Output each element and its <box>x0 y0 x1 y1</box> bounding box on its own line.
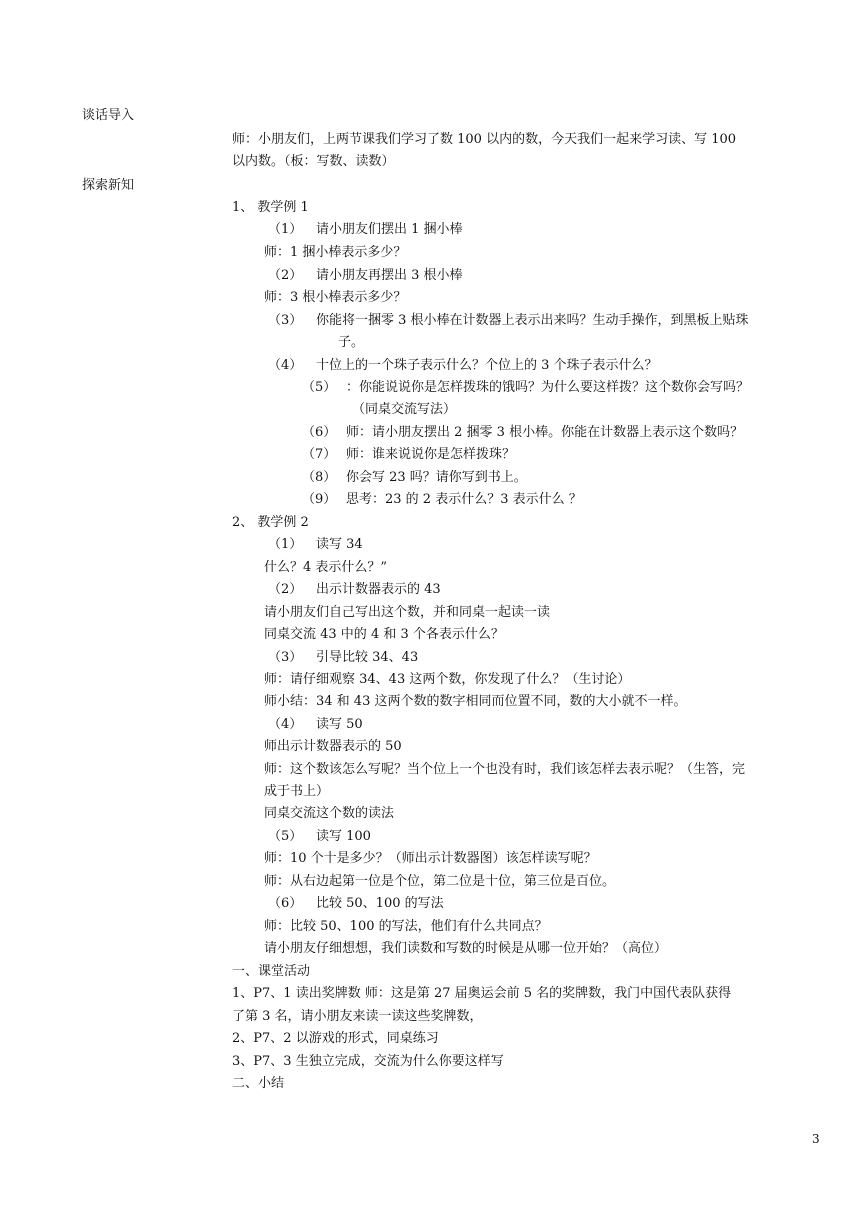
item-text: 读写 50 <box>316 717 363 732</box>
item-number: （5） <box>268 829 303 844</box>
item-number: （5） <box>302 380 337 395</box>
item-number: （1） <box>268 537 303 552</box>
item-number: （4） <box>268 717 303 732</box>
item-text: 师：10 个十是多少？（师出示计数器图）该怎样读写呢？ <box>264 851 597 866</box>
item-text: 师：谁来说说你是怎样拨珠？ <box>346 447 516 462</box>
section-label-explore: 探索新知 <box>82 178 135 193</box>
item-number: （2） <box>268 268 303 283</box>
item-text: 读写 100 <box>316 829 371 844</box>
page-number: 3 <box>812 1132 820 1146</box>
item-number: （7） <box>302 447 337 462</box>
item-number: （9） <box>302 492 337 507</box>
activity-item-continued: 了第 3 名，请小朋友来读一读这些奖牌数， <box>232 1009 483 1024</box>
item-text: 师：请仔细观察 34、43 这两个数，你发现了什么？（生讨论） <box>264 672 631 687</box>
item-text: 师：从右边起第一位是个位，第二位是十位，第三位是百位。 <box>264 874 616 889</box>
item-text: 引导比较 34、43 <box>316 650 419 665</box>
item-text: ：你能说说你是怎样拨珠的饿吗？为什么要这样拨？这个数你会写吗？ <box>346 380 750 395</box>
item-number: （6） <box>268 896 303 911</box>
activity-item: 2、P7、2 以游戏的形式，同桌练习 <box>232 1031 439 1046</box>
item-text: 出示计数器表示的 43 <box>316 582 441 597</box>
item-text: 师：请小朋友摆出 2 捆零 3 根小棒。你能在计数器上表示这个数吗？ <box>346 425 744 440</box>
activity-item: 3、P7、3 生独立完成，交流为什么你要这样写 <box>232 1054 504 1069</box>
item-text: 请小朋友仔细想想，我们读数和写数的时候是从哪一位开始？（高位） <box>264 941 668 956</box>
summary-heading: 二、小结 <box>232 1076 285 1091</box>
intro-paragraph-line: 师：小朋友们，上两节课我们学习了数 100 以内的数，今天我们一起来学习读、写 100 <box>232 132 737 147</box>
item-text: 什么？4 表示什么？” <box>264 560 388 575</box>
item-text: 你会写 23 吗？请你写到书上。 <box>346 470 527 485</box>
item-text: 师小结：34 和 43 这两个数的数字相同而位置不同，数的大小就不一样。 <box>264 694 687 709</box>
item-number: （1） <box>268 222 303 237</box>
activity-item: 1、P7、1 读出奖牌数 师：这是第 27 届奥运会前 5 名的奖牌数，我门中国代表队获得 <box>232 986 732 1001</box>
item-text: 请小朋友们摆出 1 捆小棒 <box>316 222 463 237</box>
item-number: （3） <box>268 313 303 328</box>
item-text: 比较 50、100 的写法 <box>316 896 444 911</box>
item-text: 师：这个数该怎么写呢？当个位上一个也没有时，我们该怎样去表示呢？（生答，完 <box>264 762 746 777</box>
example2-heading: 2、 教学例 2 <box>232 515 309 530</box>
item-text: 读写 34 <box>316 537 363 552</box>
item-number: （6） <box>302 425 337 440</box>
item-text-continued: （同桌交流写法） <box>352 402 457 417</box>
item-text: 同桌交流 43 中的 4 和 3 个各表示什么？ <box>264 627 504 642</box>
item-text-continued: 成于书上） <box>264 784 330 799</box>
item-text: 师：3 根小棒表示多少？ <box>264 290 407 305</box>
item-text-continued: 子。 <box>338 335 365 350</box>
item-number: （4） <box>268 358 303 373</box>
intro-paragraph-line: 以内数。（板：写数、读数） <box>232 154 395 169</box>
item-text: 你能将一捆零 3 根小棒在计数器上表示出来吗？生动手操作，到黑板上贴珠 <box>316 313 749 328</box>
item-text: 同桌交流这个数的读法 <box>264 806 395 821</box>
item-text: 十位上的一个珠子表示什么？个位上的 3 个珠子表示什么？ <box>316 358 658 373</box>
item-number: （3） <box>268 650 303 665</box>
section-label-intro: 谈话导入 <box>82 108 135 123</box>
item-number: （2） <box>268 582 303 597</box>
example1-heading: 1、 教学例 1 <box>232 200 309 215</box>
activity-heading: 一、课堂活动 <box>232 964 311 979</box>
item-text: 师出示计数器表示的 50 <box>264 739 402 754</box>
item-text: 思考：23 的 2 表示什么？3 表示什么 ？ <box>346 492 582 507</box>
item-text: 请小朋友们自己写出这个数，并和同桌一起读一读 <box>264 605 551 620</box>
item-text: 请小朋友再摆出 3 根小棒 <box>316 268 463 283</box>
item-text: 师：1 捆小棒表示多少？ <box>264 245 407 260</box>
item-text: 师：比较 50、100 的写法，他们有什么共同点？ <box>264 919 548 934</box>
item-number: （8） <box>302 470 337 485</box>
